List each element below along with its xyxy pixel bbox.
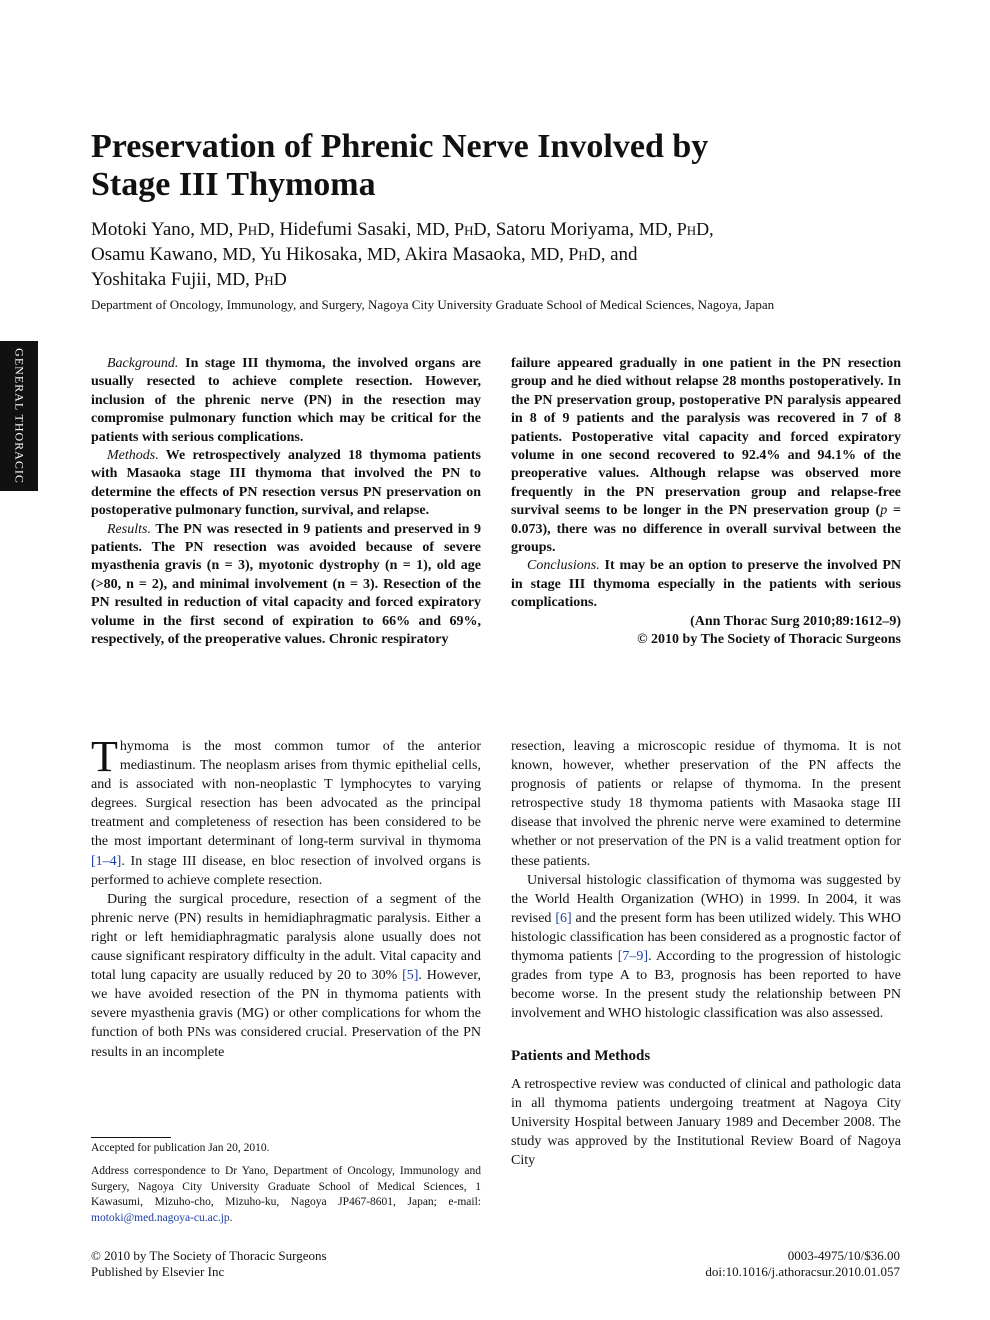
- body-text: hymoma is the most common tumor of the anterior mediastinum. The neoplasm arises from thymic epithelial cells, and is associated with non-neoplastic T lymphocytes to varying degrees. Surgical resection has been advocated as the principal treatment and completeness of resection has been considered to be the most important determinant of long-term survival in thymoma: [91, 739, 481, 850]
- body-text: and the present form has been utilized widely. This WHO histologic classification has been considered as a prognostic factor of thymoma patients: [511, 910, 901, 965]
- abstract-text: We retrospectively analyzed 18 thymoma patients with Masaoka stage III thymoma that involved the PN to determine the effects of PN resection versus PN preservation on postoperative pulmonary function, survival, and relapse.: [91, 448, 481, 519]
- author-degree: MD,: [367, 244, 401, 264]
- author-name: Osamu Kawano,: [91, 244, 218, 265]
- author-degree: MD, PhD,: [416, 219, 491, 239]
- author-name: Satoru Moriyama,: [495, 219, 635, 240]
- body-paragraph: [91, 890, 481, 1062]
- abstract-text: In stage III thymoma, the involved organs are usually resected to achieve complete resection. However, inclusion of the phrenic nerve (PN) in the resection may compromise pulmonary function which may be critical for the patients with serious complications.: [91, 356, 482, 445]
- author-name: Motoki Yano,: [91, 219, 195, 240]
- abstract-left-column: [91, 355, 481, 650]
- footer-copyright: © 2010 by The Society of Thoracic Surgeons: [91, 1248, 327, 1263]
- abstract-background: [91, 355, 481, 447]
- footer-publisher: Published by Elsevier Inc: [91, 1264, 225, 1279]
- footnote-address: [91, 1164, 481, 1226]
- author-list: [91, 217, 911, 292]
- abstract-label: Results.: [107, 521, 151, 537]
- abstract-label: Background.: [107, 356, 179, 371]
- section-tab-label: GENERAL THORACIC: [12, 348, 27, 484]
- abstract-text: It may be an option to preserve the involved PN in stage III thymoma especially in the patients with serious complications.: [511, 558, 901, 611]
- author-degree: MD, PhD: [216, 269, 287, 289]
- body-paragraph: A retrospective review was conducted of clinical and pathologic data in all thymoma patients undergoing treatment at Nagoya City University Hospital between January 1989 and December 2008. The study was approved by the Institutional Review Board of Nagoya City: [511, 1076, 901, 1168]
- abstract-results: [91, 521, 481, 650]
- abstract-text: The PN was resected in 9 patients and preserved in 9 patients. The PN resection was avoided because of severe myasthenia gravis (n = 3), myotonic dystrophy (n = 1), old age (>80, n = 2), and minimal involvement (n = 3). Resection of the PN resulted in reduction of vital capacity and forced expiratory volume in the first second of expiration to 66% and 69%, respectively, of the preoperative values. Chronic respiratory: [91, 521, 482, 648]
- author-degree: MD, PhD,: [199, 219, 275, 239]
- footnote-rule: [91, 1137, 171, 1138]
- abstract-conclusions: [511, 557, 901, 612]
- abstract-right-column: [511, 355, 901, 650]
- body-text: During the surgical procedure, resection of a segment of the phrenic nerve (PN) results in hemidiaphragmatic paralysis. Either a right or left hemidiaphragmatic paralysis alone usually does not cause significant respiratory difficulty in the adult. Vital capacity and total lung capacity are usually reduced by 20 to 30%: [91, 891, 481, 984]
- paper-title: [91, 128, 911, 204]
- drop-cap: T: [91, 732, 118, 781]
- body-paragraph: [91, 732, 481, 890]
- reference-link[interactable]: [1–4]: [91, 853, 122, 869]
- body-paragraph: [511, 871, 901, 1024]
- author-name: Hidefumi Sasaki,: [279, 219, 412, 240]
- author-degree: MD, PhD,: [638, 219, 714, 239]
- author-name: Yoshitaka Fujii,: [91, 269, 212, 290]
- footnote-accepted: Accepted for publication Jan 20, 2010.: [91, 1142, 270, 1154]
- abstract-label: Conclusions.: [527, 558, 600, 574]
- body-text: . In stage III disease, en bloc resection of involved organs is performed to achieve complete resection.: [91, 853, 481, 888]
- author-conjunction: and: [610, 244, 638, 265]
- p-value-symbol: p: [880, 503, 888, 519]
- affiliation: Department of Oncology, Immunology, and Surgery, Nagoya City University Graduate School of Medical Sciences, Nagoya, Japan: [91, 297, 775, 312]
- email-link[interactable]: motoki@med.nagoya-cu.ac.jp: [91, 1211, 230, 1224]
- section-heading: Patients and Methods: [511, 1048, 651, 1065]
- author-degree: MD,: [222, 244, 256, 264]
- reference-link[interactable]: [7–9]: [617, 949, 649, 965]
- author-name: Akira Masaoka,: [404, 244, 526, 265]
- footer-issn: 0003-4975/10/$36.00: [787, 1248, 900, 1263]
- footer-right: [705, 1248, 900, 1280]
- abstract-results-cont: [511, 355, 901, 557]
- footer-left: [91, 1248, 327, 1280]
- body-right-column: [511, 737, 901, 1170]
- body-paragraph: resection, leaving a microscopic residue of thymoma. It is not known, however, whether preservation of the PN affects the prognosis of patients or relapse of thymoma. In the present retrospective study 18 thymoma patients with Masaoka stage III disease that involved the phrenic nerve were examined to determine whether or not preservation of the PN is a valid treatment option for these patients.: [511, 739, 901, 869]
- reference-link[interactable]: [5]: [402, 968, 419, 984]
- author-degree: MD, PhD,: [530, 244, 606, 264]
- abstract-text: failure appeared gradually in one patient in the PN resection group and he died without relapse 28 months postoperatively. In the PN preservation group, postoperative PN paralysis appeared in 8 of 9 patients and the paralysis was recovered in 7 of 8 patients. Postoperative vital capacity and forced expiratory volume in one second recovered to 92.4% and 94.1% of the preoperative values. Although relapse was observed more frequently in the PN preservation group and relapse-free survival seems to be longer in the PN preservation group (: [511, 356, 901, 519]
- abstract-label: Methods.: [107, 448, 159, 464]
- body-text: . However, we have avoided resection of the PN in thymoma patients with severe myasthenia gravis (MG) or other complications for whom the function of both PNs was considered crucial. Preservation of the PN results in an incomplete: [91, 968, 482, 1060]
- abstract-methods: [91, 447, 481, 521]
- journal-citation: [511, 613, 901, 650]
- abstract-copyright: © 2010 by The Society of Thoracic Surgeons: [637, 632, 901, 648]
- body-left-column: [91, 732, 482, 1062]
- title-line-2: Stage III Thymoma: [91, 166, 376, 203]
- footer-doi: doi:10.1016/j.athoracsur.2010.01.057: [705, 1264, 900, 1279]
- citation-text: (Ann Thorac Surg 2010;89:1612–9): [690, 613, 901, 629]
- abstract-text: = 0.073), there was no difference in overall survival between the groups.: [511, 503, 901, 556]
- body-text: Universal histologic classification of thymoma was suggested by the World Health Organization (WHO) in 1999. In 2004, it was revised: [511, 872, 901, 926]
- footnote-text: .: [229, 1211, 233, 1224]
- footnote-text: Address correspondence to Dr Yano, Department of Oncology, Immunology and Surgery, Nagoya City University Graduate School of Medical Sciences, 1 Kawasumi, Mizuho-cho, Mizuho-ku, Nagoya JP467-8601, Japan; e-mail:: [91, 1165, 481, 1208]
- body-text: . According to the progression of histologic grades from type A to B3, prognosis has been reported to have become worse. In the present study the relationship between PN involvement and WHO histologic classification was also assessed.: [511, 949, 901, 1022]
- title-line-1: Preservation of Phrenic Nerve Involved by: [91, 128, 709, 165]
- reference-link[interactable]: [6]: [555, 910, 572, 926]
- author-name: Yu Hikosaka,: [259, 244, 363, 265]
- section-tab: [0, 341, 38, 491]
